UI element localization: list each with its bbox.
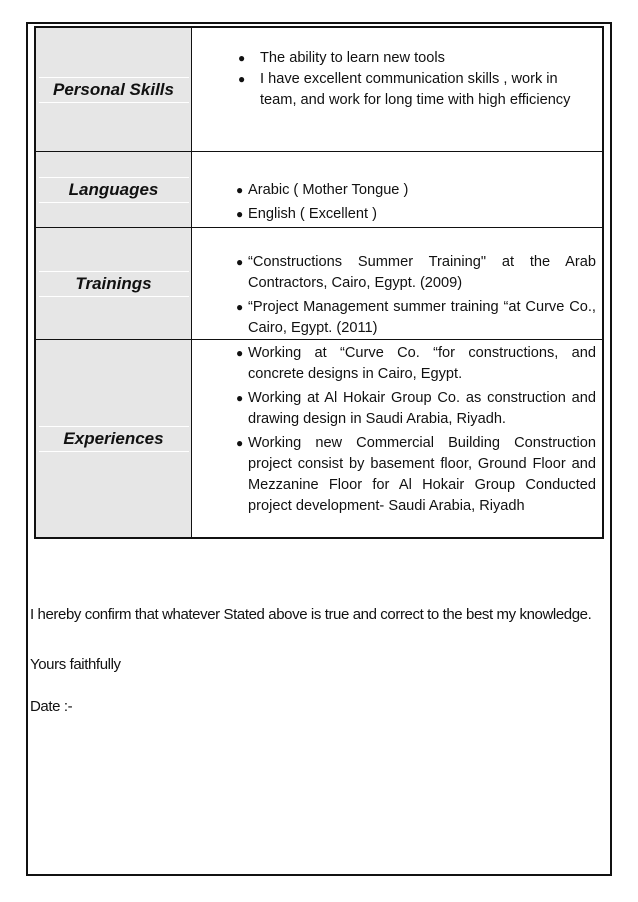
languages-list	[236, 178, 596, 226]
list-item: ● The ability to learn new tools	[238, 48, 596, 69]
closing-block	[30, 604, 610, 718]
section-label-trainings: Trainings	[39, 271, 189, 297]
bullet-icon: ●	[236, 300, 244, 314]
list-item: ● “Project Management summer training “at Curve Co., Cairo, Egypt. (2011)	[236, 299, 596, 336]
list-item: ● Working at Al Hokair Group Co. as construction and drawing design in Saudi Arabia, Riyadh.	[236, 390, 596, 427]
label-cell	[36, 228, 192, 339]
label-cell	[36, 152, 192, 227]
personal-skills-list	[238, 48, 596, 111]
bullet-icon: ●	[236, 207, 244, 221]
sign-off: Yours faithfully	[30, 656, 121, 673]
bullet-icon: ●	[236, 255, 244, 269]
bullet-icon: ●	[236, 436, 244, 450]
trainings-list	[236, 252, 596, 339]
list-item: ● Working new Commercial Building Construction project consist by basement floor, Ground Floor and Mezzanine Floor for Al Hokair Group Conducted project development- Saudi Arabia, Riyadh	[236, 435, 596, 514]
confirmation-statement: I hereby confirm that whatever Stated above is true and correct to the best my knowledge.	[30, 606, 592, 623]
list-item: ● I have excellent communication skills , work in team, and work for long time with high efficiency	[238, 71, 571, 108]
experiences-list	[236, 343, 596, 517]
row-languages	[36, 152, 602, 228]
row-trainings	[36, 228, 602, 340]
list-item: ● English ( Excellent )	[236, 202, 596, 226]
content-cell	[192, 340, 602, 537]
cv-table	[34, 26, 604, 539]
date-label: Date :-	[30, 698, 73, 715]
section-label-languages: Languages	[39, 177, 189, 203]
bullet-icon: ●	[238, 51, 246, 65]
row-experiences	[36, 340, 602, 537]
section-label-personal-skills: Personal Skills	[39, 77, 189, 103]
bullet-icon: ●	[236, 391, 244, 405]
list-item: ● “Constructions Summer Training" at the Arab Contractors, Cairo, Egypt. (2009)	[236, 254, 596, 291]
content-cell	[192, 228, 602, 339]
label-cell	[36, 28, 192, 151]
content-cell	[192, 28, 602, 151]
content-cell	[192, 152, 602, 227]
bullet-icon: ●	[236, 346, 244, 360]
list-item: ● Arabic ( Mother Tongue )	[236, 178, 596, 202]
row-personal-skills	[36, 28, 602, 152]
list-item: ● Working at “Curve Co. “for constructions, and concrete designs in Cairo, Egypt.	[236, 345, 596, 382]
bullet-icon: ●	[236, 183, 244, 197]
bullet-icon: ●	[238, 72, 246, 86]
label-cell	[36, 340, 192, 537]
section-label-experiences: Experiences	[39, 426, 189, 452]
